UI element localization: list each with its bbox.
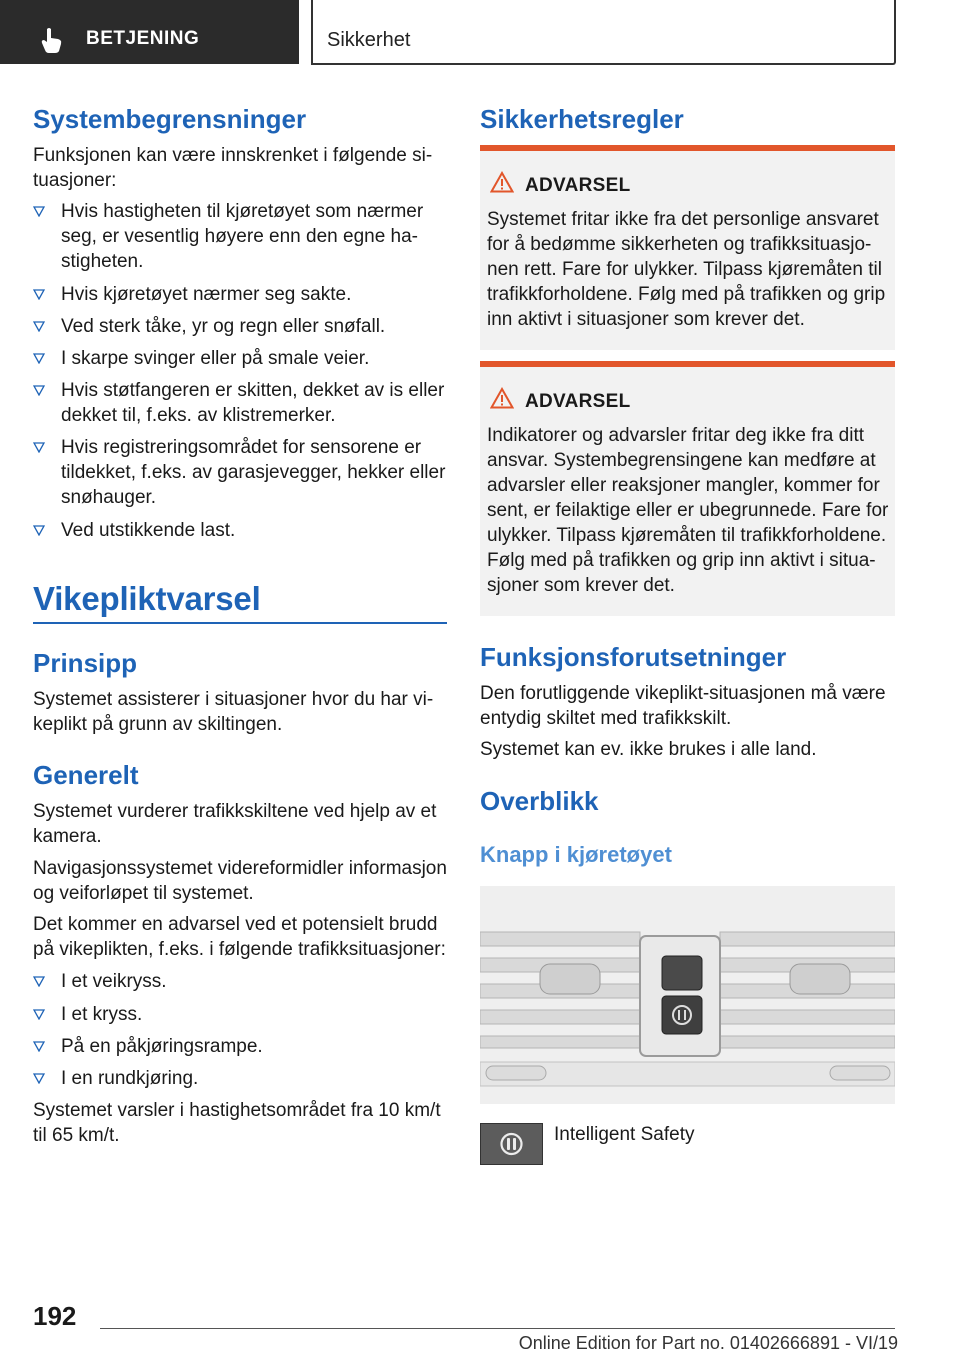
list-triangle-icon [33,385,45,396]
warning-box [480,361,895,616]
section-label: BETJENING [86,28,200,49]
list-item: I skarpe svinger eller på smale veier. [33,346,447,371]
chapter-header [311,0,896,65]
warning-title: ADVARSEL [525,175,631,196]
principle-text: Systemet assisterer i situasjoner hvor du har vi-keplikt på grunn av skiltingen. [33,689,434,735]
overview-heading: Overblikk [480,786,599,816]
list-item: I et kryss. [33,1002,447,1027]
general-heading: Generelt [33,760,139,790]
button-label: Intelligent Safety [554,1124,695,1145]
intelligent-safety-icon [481,1124,542,1164]
air-vent-illustration [480,886,895,1104]
requirements-text: Den forutliggende vikeplikt-situasjonen må være entydig skiltet med trafikkskilt. [480,683,886,729]
warning-title: ADVARSEL [525,391,631,412]
list-triangle-icon [33,289,45,300]
list-item: I et veikryss. [33,969,447,994]
list-triangle-icon [33,1073,45,1084]
principle-heading: Prinsipp [33,648,138,678]
list-item: Hvis kjøretøyet nærmer seg sakte. [33,282,447,307]
list-item: Ved utstikkende last. [33,518,447,543]
general-paragraph: Systemet varsler i hastighetsområdet fra 10 km/t til 65 km/t. [33,1100,441,1146]
list-item: Ved sterk tåke, yr og regn eller snøfall. [33,314,447,339]
page-number: 192 [33,1301,77,1331]
footer-rule [100,1328,895,1329]
list-triangle-icon [33,353,45,364]
intelligent-safety-button [480,1123,543,1165]
warning-text: Indikatorer og advarsler fritar deg ikke fra ditt ansvar. Systembegrensingene kan medføre at advarsler eller reaksjoner mangler, kommer for sent, er feilaktige eller er ubegrunnede. Fare for ulykker. Tilpass kjøremåten til trafikkforholdene. Følg med på trafikken og grip inn aktivt i situa-sjoner som krever det. [487,425,889,596]
limits-heading: Systembegrensninger [33,104,307,134]
list-item: Hvis hastigheten til kjøretøyet som nærmer seg, er vesentlig høyere enn den egne ha-stigheten. [33,199,447,274]
heading-rule [33,622,447,624]
list-triangle-icon [33,206,45,217]
warning-box [480,145,895,350]
edition-text: Online Edition for Part no. 01402666891 - VI/19 [518,1333,898,1353]
chapter-label: Sikkerhet [327,29,411,51]
list-triangle-icon [33,442,45,453]
list-triangle-icon [33,321,45,332]
general-paragraph: Det kommer en advarsel ved et potensielt brudd på vikeplikten, f.eks. i følgende trafikksituasjoner: [33,914,446,960]
list-triangle-icon [33,1041,45,1052]
list-item: Hvis støtfangeren er skitten, dekket av is eller dekket til, f.eks. av klistremerker. [33,378,447,428]
general-paragraph: Systemet vurderer trafikkskiltene ved hjelp av et kamera. [33,801,437,847]
list-triangle-icon [33,525,45,536]
section-tab[interactable] [0,0,299,64]
main-heading: Vikepliktvarsel [33,580,261,617]
warning-text: Systemet fritar ikke fra det personlige ansvaret for å bedømme sikkerheten og trafikksituasjo-nen rett. Fare for ulykker. Tilpass kjøremåten til trafikkforholdene. Følg med på trafikken og grip inn aktivt i situasjoner som krever det. [487,209,886,330]
list-item: På en påkjøringsrampe. [33,1034,447,1059]
general-paragraph: Navigasjonssystemet videreformidler informasjon og veiforløpet til systemet. [33,858,447,904]
warning-triangle-icon [490,387,514,409]
list-item: I en rundkjøring. [33,1066,447,1091]
limits-intro: Funksjonen kan være innskrenket i følgende si-tuasjoner: [33,145,433,191]
requirements-text: Systemet kan ev. ikke brukes i alle land. [480,739,817,760]
requirements-heading: Funksjonsforutsetninger [480,642,787,672]
warning-triangle-icon [490,171,514,193]
list-triangle-icon [33,1009,45,1020]
vehicle-button-photo [480,886,895,1104]
list-triangle-icon [33,976,45,987]
button-heading: Knapp i kjøretøyet [480,842,672,867]
hand-pointer-icon [38,26,66,54]
list-item: Hvis registreringsområdet for sensorene er tildekket, f.eks. av garasjevegger, hekker eller snøhauger. [33,435,447,510]
safety-heading: Sikkerhetsregler [480,104,684,134]
